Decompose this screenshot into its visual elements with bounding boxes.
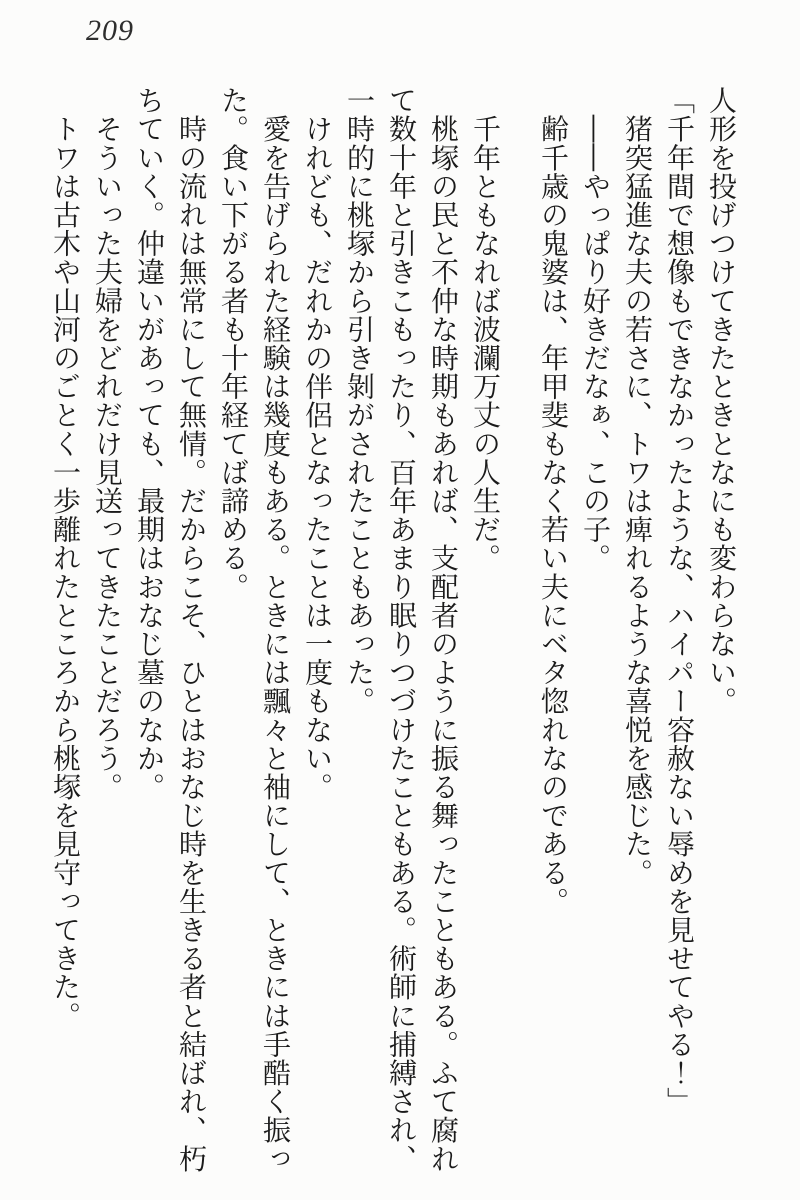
text-line: 「千年間で想像もできなかったような、ハイパー容赦ない辱めを見せてやる！」 bbox=[663, 86, 696, 1116]
page-number: 209 bbox=[86, 14, 134, 47]
text-line: 人形を投げつけてきたときとなにも変わらない。 bbox=[705, 86, 738, 716]
body-text bbox=[44, 86, 742, 1180]
text-line: トワは古木や山河のごとく一歩離れたところから桃塚を見守ってきた。 bbox=[49, 86, 82, 1030]
text-line: 愛を告げられた経験は幾度もある。ときには飄々と袖にして、ときには手酷く振っ bbox=[259, 86, 292, 1173]
text-line: けれども、だれかの伴侶となったことは一度もない。 bbox=[301, 86, 334, 801]
text-line: 時の流れは無常にして無情。だからこそ、ひとはおなじ時を生きる者と結ばれ、朽 bbox=[175, 86, 208, 1173]
paragraph-break bbox=[506, 86, 532, 1180]
text-line: 猪突猛進な夫の若さに、トワは痺れるような喜悦を感じた。 bbox=[621, 86, 654, 887]
text-line: て数十年と引きこもったり、百年あまり眠りつづけたこともある。術師に捕縛され、 bbox=[385, 86, 418, 1173]
text-line: た。食い下がる者も十年経てば諦める。 bbox=[217, 86, 250, 601]
text-line: ――やっぱり好きだなぁ、この子。 bbox=[579, 86, 612, 573]
text-line: 桃塚の民と不仲な時期もあれば、支配者のように振る舞ったこともある。ふて腐れ bbox=[427, 86, 460, 1173]
text-line: そういった夫婦をどれだけ見送ってきたことだろう。 bbox=[91, 86, 124, 801]
text-line: 千年ともなれば波瀾万丈の人生だ。 bbox=[469, 86, 502, 573]
text-line: 齢千歳の鬼婆は、年甲斐もなく若い夫にベタ惚れなのである。 bbox=[537, 86, 570, 916]
text-line: 一時的に桃塚から引き剝がされたこともあった。 bbox=[343, 86, 376, 716]
text-line: ちていく。仲違いがあっても、最期はおなじ墓のなか。 bbox=[133, 86, 166, 801]
